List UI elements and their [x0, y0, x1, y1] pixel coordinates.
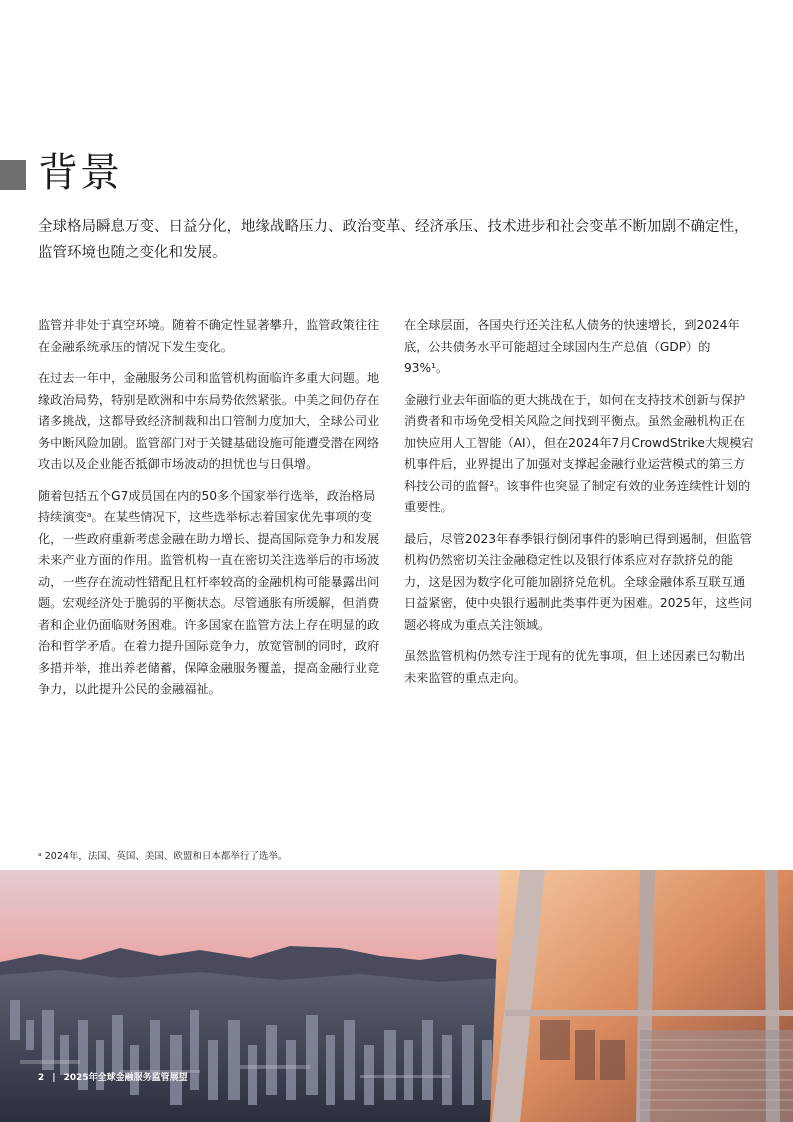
paragraph: 最后，尽管2023年春季银行倒闭事件的影响已得到遏制，但监管机构仍然密切关注金融稳定性以及银行体系应对存款挤兑的能力，这是因为数字化可能加剧挤兑危机。全球金融体系互联互通日益紧密，使中央银行遏制此类事件更为困难。2025年，这些问题必将成为重点关注领域。: [404, 531, 752, 632]
footer-doc-title: 2025年全球金融服务监管展望: [63, 1073, 188, 1083]
right-column: [404, 315, 754, 699]
footer-separator: |: [52, 1073, 56, 1083]
paragraph: 监管并非处于真空环境。随着不确定性显著攀升，监管政策往往在金融系统承压的情况下发生变化。: [38, 318, 380, 354]
page-title: 背景: [38, 150, 122, 196]
paragraph: 金融行业去年面临的更大挑战在于，如何在支持技术创新与保护消费者和市场免受相关风险之间找到平衡点。虽然金融机构正在加快应用人工智能（AI），但在2024年7月CrowdStrike大规模宕机事件后，业界提出了加强对支撑起金融行业运营模式的第三方科技公司的监督²。该事件也突显了制定有效的业务连续性计划的重要性。: [404, 392, 754, 514]
paragraph: 在过去一年中，金融服务公司和监管机构面临许多重大问题。地缘政治局势，特别是欧洲和中东局势依然紧张。中美之间仍存在诸多挑战，这都导致经济制裁和出口管制力度加大，全球公司业务中断风险加剧。监管部门对于关键基础设施可能遭受潜在网络攻击以及企业能否抵御市场波动的担忧也与日俱增。: [38, 371, 380, 471]
title-marker: [0, 160, 26, 190]
left-column: [38, 315, 384, 711]
page-subtitle: 全球格局瞬息万变、日益分化，地缘战略压力、政治变革、经济承压、技术进步和社会变革不断加剧不确定性，监管环境也随之变化和发展。: [38, 219, 749, 261]
city-skyline-photo: [0, 870, 793, 1122]
paragraph: 虽然监管机构仍然专注于现有的优先事项，但上述因素已勾勒出未来监管的重点走向。: [404, 649, 746, 685]
footnote: ᵃ 2024年，法国、英国、美国、欧盟和日本都举行了选举。: [38, 851, 288, 862]
page-number: 2: [38, 1073, 45, 1083]
paragraph: 在全球层面，各国央行还关注私人债务的快速增长，到2024年底，公共债务水平可能超过全球国内生产总值（GDP）的93%¹。: [404, 318, 740, 375]
page-footer: [38, 1070, 188, 1083]
paragraph: 随着包括五个G7成员国在内的50多个国家举行选举，政治格局持续演变ᵃ。在某些情况下，这些选举标志着国家优先事项的变化，一些政府重新考虑金融在助力增长、提高国际竞争力和发展未来产业方面的作用。监管机构一直在密切关注选举后的市场波动，一些存在流动性错配且杠杆率较高的金融机构可能暴露出问题。宏观经济处于脆弱的平衡状态。尽管通胀有所缓解，但消费者和企业仍面临财务困难。许多国家在监管方法上存在明显的政治和哲学矛盾。在着力提升国际竞争力，放宽管制的同时，政府多措并举，推出养老储蓄，保障金融服务覆盖，提高金融行业竞争力，以此提升公民的金融福祉。: [38, 488, 380, 696]
